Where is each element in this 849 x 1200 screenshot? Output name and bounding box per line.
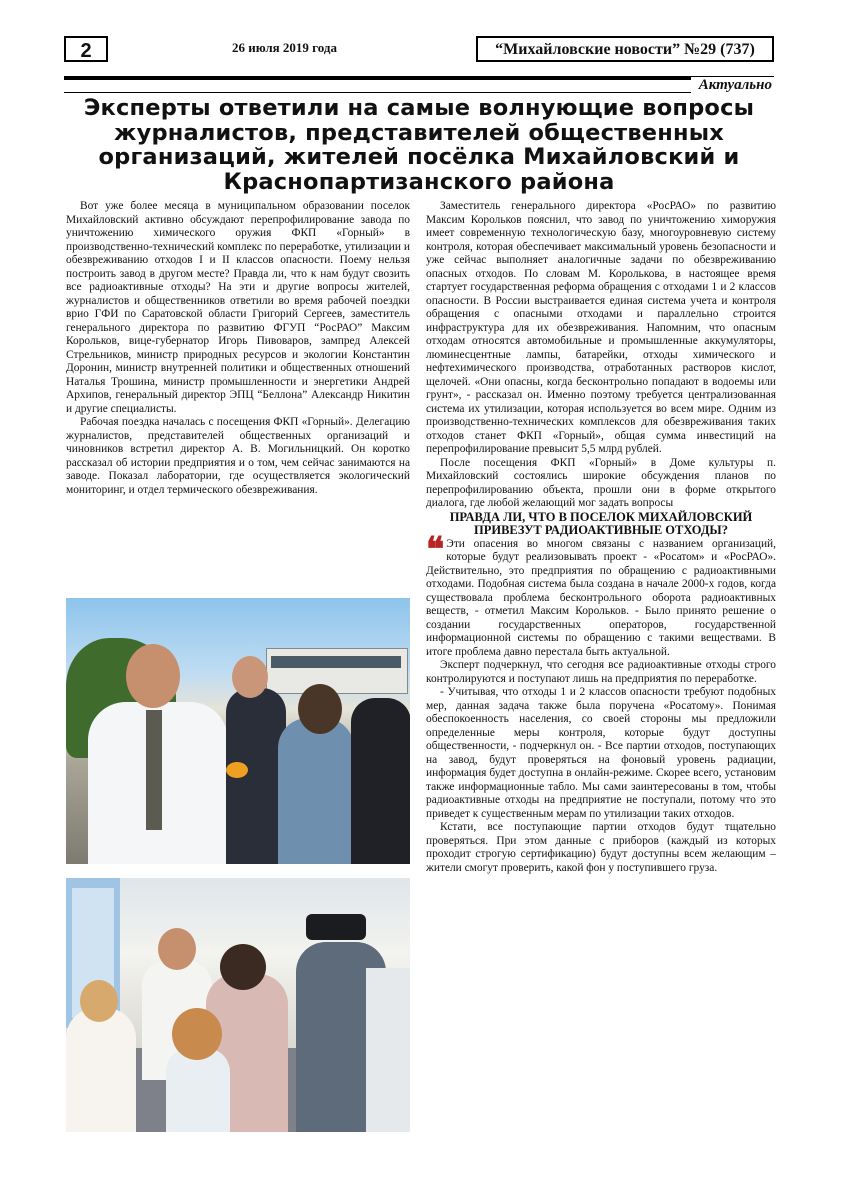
header-rule <box>64 76 774 80</box>
article-paragraph: Кстати, все поступающие партии отходов будут тщательно проверяться. При этом данные с приборов (каждый из которых проходит строгую сертификацию) будут доступны всем желающим – жители смогут проверить, какой фон у поступившего груза. <box>426 821 776 874</box>
right-column <box>426 200 776 875</box>
quote-mark-icon: ❝ <box>426 531 445 569</box>
article-subheading: ПРАВДА ЛИ, ЧТО В ПОСЕЛОК МИХАЙЛОВСКИЙ ПРИВЕЗУТ РАДИОАКТИВНЫЕ ОТХОДЫ? <box>449 509 753 537</box>
quoted-paragraph <box>426 531 776 660</box>
article-paragraph: - Учитывая, что отходы 1 и 2 классов опасности требуют подобных мер, данная задача также была поручена «Росатому». Понимая обеспокоенность населения, со своей стороны мы предложили определенные меры контроля, которые будут доступны общественности, - подчеркнул он. - Все партии отходов, поступающих на завод, будут проверяться на фоновый уровень радиации, информация будет доступна в онлайн-режиме. Скорее всего, установим также информационные табло. Мы сами заинтересованы в том, чтобы радиоактивные отходы на предприятие не поступали, потому что это приведет к существенным мерам по утилизации таких отходов. <box>426 686 776 820</box>
header-rule-thin <box>64 92 774 93</box>
issue-date: 26 июля 2019 года <box>232 40 337 55</box>
quote-text: Эти опасения во многом связаны с названием организаций, которые будут реализовывать проект - «Росатом» и «РосРАО». Действительно, это предприятия по обращению с радиоактивными отходами. Подобная система была создана в начале 2000-х годов, когда существовала проблема бесконтрольного оборота радиоактивных веществ, - отметил Максим Корольков. - Было принято решение о создании государственных операторов, государственной информационной системы по обращению с такими веществами. В итоге проблема давно перестала быть актуальной. <box>426 537 776 658</box>
issue-title: “Михайловские новости” №29 (737) <box>476 36 774 62</box>
article-paragraph: Рабочая поездка началась с посещения ФКП «Горный». Делегацию журналистов, представителей общественных организаций и чиновников встретил директор А. В. Могильницкий. Он коротко рассказал об истории предприятия и о том, чем сейчас занимаются на заводе. Показал лаборатории, где осуществляется экологический мониторинг, и отдел термического обезвреживания. <box>66 416 410 496</box>
article-paragraph: Эксперт подчеркнул, что сегодня все радиоактивные отходы строго контролируются и поступают лишь на предприятия по переработке. <box>426 659 776 685</box>
article-headline: Эксперты ответили на самые волнующие вопросы журналистов, представителей общественных организаций, жителей посёлка Михайловский и Краснопартизанского района <box>83 95 755 195</box>
section-rubric: Актуально <box>691 77 774 94</box>
photo-interview-outdoors <box>66 598 410 864</box>
article-paragraph: После посещения ФКП «Горный» в Доме культуры п. Михайловский состоялись широкие обсуждения планов по перепрофилированию объекта, прошли они в форме открытого диалога, где любой желающий мог задать вопросы <box>426 456 776 509</box>
article-paragraph: Заместитель генерального директора «РосРАО» по развитию Максим Корольков пояснил, что завод по уничтожению химоружия имеет современную технологическую базу, многоуровневую систему контроля, которая обеспечивает максимальный уровень безопасности и уже сейчас выполняет аналогичные задачи по обезвреживанию опасных отходов. По словам М. Королькова, в настоящее время стартует государственная реформа обращения с отходами 1 и 2 классов опасности. В России выстраивается единая система учета и контроля обращения с опасными отходами и параллельно строится инфраструктура для их обезвреживания. Напомним, что опасным отходам относятся автомобильные и промышленные аккумуляторы, люминесцентные лампы, батарейки, отходы химического и нефтехимического производства, отработанных растворов кислот, щелочей. «Они опасны, когда бесконтрольно попадают в водоемы или грунт», - рассказал он. Именно поэтому требуется централизованная система их утилизации, которая используется во всем мире. Одним из производственно-технических комплексов для обезвреживания таких отходов станет ФКП «Горный», общая сумма инвестиций на перепрофилирование превысит 5,5 млрд рублей. <box>426 200 776 455</box>
page-number: 2 <box>64 36 108 62</box>
left-column <box>66 200 410 497</box>
article-paragraph: Вот уже более месяца в муниципальном образовании поселок Михайловский активно обсуждают перепрофилирование завода по уничтожению химического оружия ФКП «Горный» в производственно-технический комплекс по переработке, утилизации и обезвреживанию отходов I и II классов опасности. Поему нельзя построить завод в другом месте? Правда ли, что к нам будут свозить все радиоактивные отходы? На эти и другие вопросы жителей, журналистов и общественников ответили во время рабочей поездки врио ГФИ по Саратовской области Григорий Сергеев, заместитель генерального директора по развитию ФГУП “РосРАО” Максим Корольков, вице-губернатор Игорь Пивоваров, зампред Алексей Стрельников, министр природных ресурсов и экологии Константин Доронин, министр внутренней политики и общественных отношений Наталья Трошина, министр промышленности и энергетики Андрей Архипов, генеральный директор ЭПЦ “Беллона” Александр Никитин и другие специалисты. <box>66 200 410 415</box>
photo-laboratory <box>66 878 410 1132</box>
